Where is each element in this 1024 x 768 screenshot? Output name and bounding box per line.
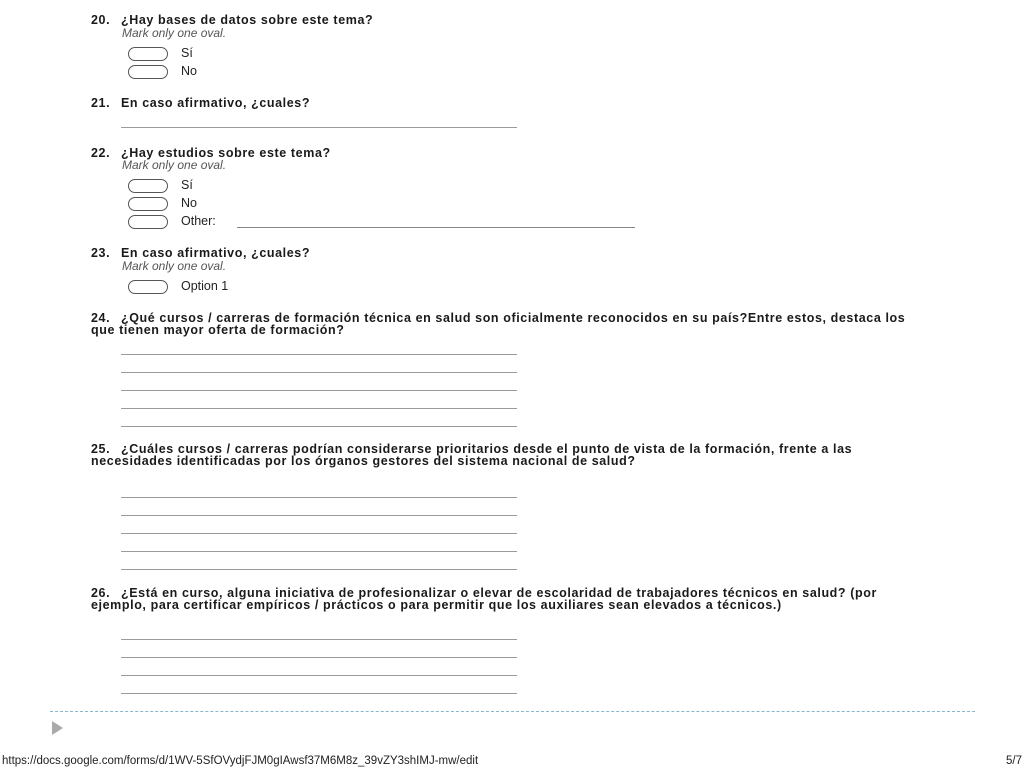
radio-oval[interactable] <box>128 47 168 61</box>
footer-url: https://docs.google.com/forms/d/1WV-5SfOVydjFJM0gIAwsf37M6M8z_39vZY3shIMJ-mw/edit <box>2 755 479 767</box>
q25-answer-line[interactable] <box>121 569 517 570</box>
radio-oval[interactable] <box>128 179 168 193</box>
q24-answer-line[interactable] <box>121 354 517 355</box>
play-arrow-icon[interactable] <box>52 721 63 735</box>
q24-answer-line[interactable] <box>121 372 517 373</box>
question-21-title: 21. En caso afirmativo, ¿cuales? <box>91 96 311 110</box>
q26-answer-line[interactable] <box>121 675 517 676</box>
question-22-help: Mark only one oval. <box>122 158 227 172</box>
q24-answer-line[interactable] <box>121 408 517 409</box>
q25-answer-line[interactable] <box>121 551 517 552</box>
q24-answer-line[interactable] <box>121 390 517 391</box>
q26-answer-line[interactable] <box>121 657 517 658</box>
question-23-help: Mark only one oval. <box>122 259 227 273</box>
radio-oval[interactable] <box>128 65 168 79</box>
q25-answer-line[interactable] <box>121 497 517 498</box>
question-24-title: 24. ¿Qué cursos / carreras de formación técnica en salud son oficialmente reconocidos en su país?Entre estos, destaca los que tienen mayor oferta de formación? <box>91 311 906 337</box>
radio-oval[interactable] <box>128 197 168 211</box>
radio-oval[interactable] <box>128 215 168 229</box>
other-text-line[interactable] <box>237 227 635 228</box>
q24-answer-line[interactable] <box>121 426 517 427</box>
question-25-title: 25. ¿Cuáles cursos / carreras podrían considerarse prioritarios desde el punto de vista de la formación, frente a las necesidades identificadas por los órganos gestores del sistema nacional de salud? <box>91 442 853 468</box>
question-26-title: 26. ¿Está en curso, alguna iniciativa de profesionalizar o elevar de escolaridad de trabajadores técnicos en salud? (por ejemplo, para certificar empíricos / prácticos o para permitir que los auxiliares sean elevados a técnicos.) <box>91 586 877 612</box>
radio-oval[interactable] <box>128 280 168 294</box>
question-20-help: Mark only one oval. <box>122 26 227 40</box>
q25-answer-line[interactable] <box>121 515 517 516</box>
q26-answer-line[interactable] <box>121 639 517 640</box>
question-22-title: 22. ¿Hay estudios sobre este tema? <box>91 146 331 160</box>
q25-answer-line[interactable] <box>121 533 517 534</box>
q26-answer-line[interactable] <box>121 693 517 694</box>
q21-answer-line[interactable] <box>121 127 517 128</box>
page-separator <box>50 711 975 712</box>
question-20-title: 20. ¿Hay bases de datos sobre este tema? <box>91 13 374 27</box>
question-23-title: 23. En caso afirmativo, ¿cuales? <box>91 246 311 260</box>
page-number: 5/7 <box>1006 755 1022 767</box>
